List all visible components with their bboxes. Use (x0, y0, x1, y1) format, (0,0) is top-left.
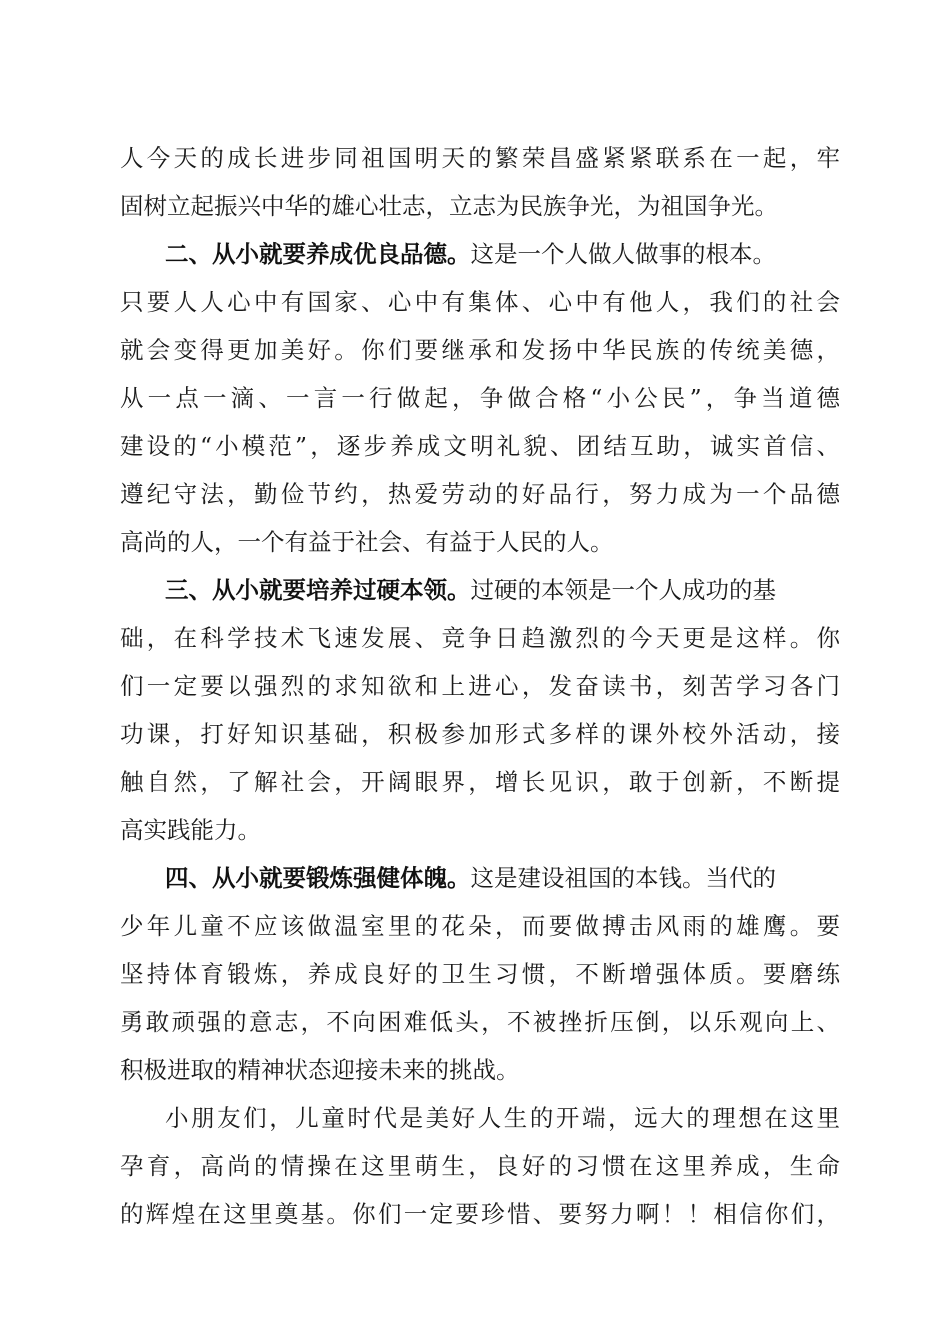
section-four-first-line (120, 854, 840, 902)
paragraph-line: 积极进取的精神状态迎接未来的挑战。 (120, 1056, 520, 1084)
paragraph-line: 触自然，了解社会，开阔眼界，增长见识，敢于创新，不断提 (120, 768, 840, 796)
section-four-text: 这是建设祖国的本钱。当代的 (470, 864, 776, 892)
paragraph-line: 遵纪守法，勤俭节约，热爱劳动的好品行，努力成为一个品德 (120, 480, 840, 508)
paragraph-line: 人今天的成长进步同祖国明天的繁荣昌盛紧紧联系在一起，牢 (120, 144, 840, 172)
paragraph-line: 只要人人心中有国家、心中有集体、心中有他人，我们的社会 (120, 288, 840, 316)
section-three-text: 过硬的本领是一个人成功的基 (470, 576, 776, 604)
section-four-heading: 四、从小就要锻炼强健体魄。 (165, 864, 471, 892)
paragraph-line: 从一点一滴、一言一行做起，争做合格“小公民”，争当道德 (120, 384, 840, 412)
section-two-heading: 二、从小就要养成优良品德。 (165, 240, 471, 268)
paragraph-line: 少年儿童不应该做温室里的花朵，而要做搏击风雨的雄鹰。要 (120, 912, 840, 940)
paragraph-line: 们一定要以强烈的求知欲和上进心，发奋读书，刻苦学习各门 (120, 672, 840, 700)
paragraph-line: 固树立起振兴中华的雄心壮志，立志为民族争光，为祖国争光。 (120, 192, 778, 220)
paragraph-line: 就会变得更加美好。你们要继承和发扬中华民族的传统美德， (120, 336, 840, 364)
paragraph-line: 高尚的人，一个有益于社会、有益于人民的人。 (120, 528, 614, 556)
closing-first-line: 小朋友们，儿童时代是美好人生的开端，远大的理想在这里 (165, 1104, 840, 1132)
paragraph-line: 高实践能力。 (120, 816, 261, 844)
paragraph-line: 建设的“小模范”，逐步养成文明礼貌、团结互助，诚实首信、 (120, 432, 840, 460)
paragraph-line: 坚持体育锻炼，养成良好的卫生习惯，不断增强体质。要磨练 (120, 960, 840, 988)
section-three-first-line (120, 566, 840, 614)
paragraph-line: 功课，打好知识基础，积极参加形式多样的课外校外活动，接 (120, 720, 840, 748)
paragraph-line: 孕育，高尚的情操在这里萌生，良好的习惯在这里养成，生命 (120, 1152, 840, 1180)
section-two-text: 这是一个人做人做事的根本。 (470, 240, 776, 268)
paragraph-line: 础，在科学技术飞速发展、竞争日趋激烈的今天更是这样。你 (120, 624, 840, 652)
section-two-first-line (120, 230, 840, 278)
paragraph-line: 勇敢顽强的意志，不向困难低头，不被挫折压倒，以乐观向上、 (120, 1008, 840, 1036)
section-three-heading: 三、从小就要培养过硬本领。 (165, 576, 471, 604)
paragraph-line: 的辉煌在这里奠基。你们一定要珍惜、要努力啊！！相信你们， (120, 1200, 840, 1228)
